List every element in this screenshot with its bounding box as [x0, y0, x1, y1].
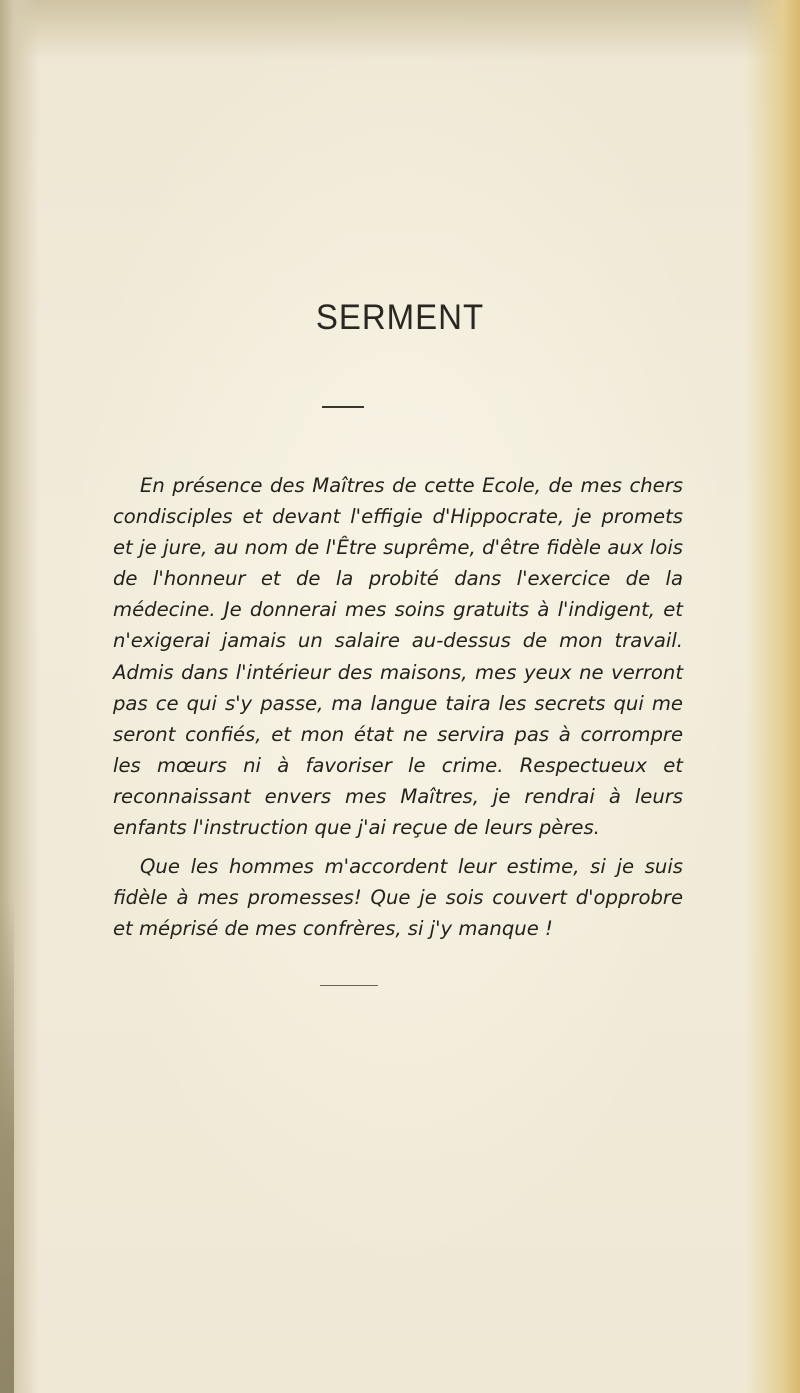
page-edge-top — [0, 0, 800, 60]
oath-text — [113, 470, 683, 944]
closing-divider — [320, 985, 378, 986]
oath-paragraph-1: En présence des Maîtres de cette Ecole, de mes chers condisciples et devant l'effigie d'Hippocrate, je promets et je jure, au nom de l'Être suprême, d'être fidèle aux lois de l'honneur et de la probité dans l'exercice de la médecine. Je donnerai mes soins gratuits à l'indigent, et n'exigerai jamais un salaire au-dessus de mon travail. Admis dans l'intérieur des maisons, mes yeux ne verront pas ce qui s'y passe, ma langue taira les secrets qui me seront confiés, et mon état ne servira pas à corrompre les mœurs ni à favoriser le crime. Respectueux et reconnaissant envers mes Maîtres, je rendrai à leurs enfants l'instruction que j'ai reçue de leurs pères. — [113, 474, 683, 840]
page-title: SERMENT — [315, 296, 485, 337]
oath-paragraph-2: Que les hommes m'accordent leur estime, si je suis fidèle à mes promesses! Que je sois couvert d'opprobre et méprisé de mes confrères, si j'y manque ! — [113, 855, 683, 941]
title-divider — [322, 406, 364, 408]
page-edge-right — [745, 0, 800, 1393]
page-edge-left-shadow — [0, 900, 14, 1393]
